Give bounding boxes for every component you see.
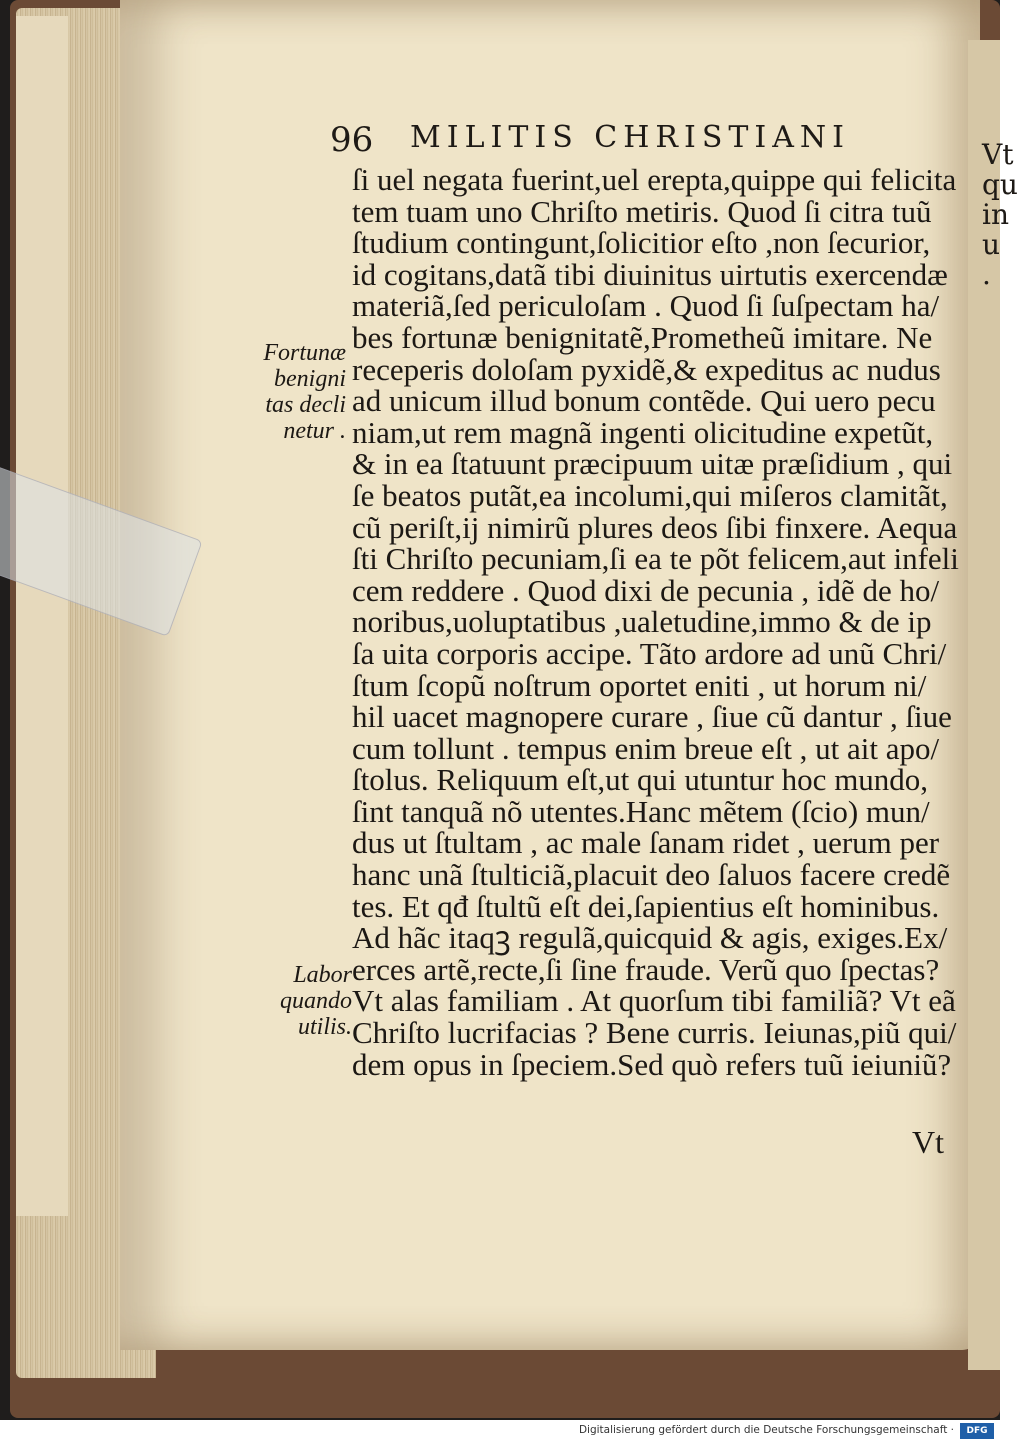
text-line: ſi uel negata fuerint,uel erepta,quippe qui felicita <box>352 162 957 197</box>
facing-line: . <box>982 258 991 291</box>
text-line: ſtum ſcopũ noſtrum oportet eniti , ut horum ni/ <box>352 667 927 703</box>
text-line: ſe beatos putãt,ea incolumi,qui miſeros clamitãt, <box>352 477 948 513</box>
text-line: cũ periſt,ij nimirũ plures deos ſibi finxere. Aequa <box>352 509 958 545</box>
text-line: ſti Chriſto pecuniam,ſi ea te põt felicem,aut infeli <box>352 541 959 577</box>
text-line: Vt alas familiam . At quorſum tibi familiã? Vt eã <box>352 983 956 1019</box>
text-line: niam,ut rem magnã ingenti olicitudine expetũt, <box>352 414 934 450</box>
marginal-line: quando <box>280 988 352 1014</box>
text-line: ſtudium contingunt,ſolicitior eſto ,non ſecurior, <box>352 225 931 261</box>
text-line: bes fortunæ benignitatẽ,Prometheũ imitare. Ne <box>352 319 933 355</box>
marginal-note-labor <box>242 962 352 1040</box>
text-line: erces artẽ,recte,ſi ſine fraude. Verũ quo ſpectas? <box>352 951 940 987</box>
marginal-line: utilis. <box>297 1014 352 1040</box>
footer-bar <box>0 1420 1000 1442</box>
flyleaf <box>16 16 68 1216</box>
dfg-logo-icon: DFG <box>960 1423 994 1439</box>
text-line: tem tuam uno Chriſto metiris. Quod ſi citra tuũ <box>352 193 932 229</box>
running-head <box>330 120 950 160</box>
text-line: dus ut ſtultam , ac male ſanam ridet , uerum per <box>352 825 940 861</box>
text-line: Chriſto lucrifacias ? Bene curris. Ieiunas,piũ qui/ <box>352 1015 957 1051</box>
facing-line: Vt <box>982 138 1014 171</box>
text-line: materiã,ſed periculoſam . Quod ſi ſuſpectam ha/ <box>352 288 940 324</box>
page-number: 96 <box>330 120 374 160</box>
text-line: Ad hãc itaqꝫ regulã,quicquid & agis, exiges.Ex/ <box>352 920 948 956</box>
marginal-note-fortunae <box>226 340 346 444</box>
text-line: ſint tanquã nõ utentes.Hanc mẽtem (ſcio) mun/ <box>352 793 930 829</box>
body-text <box>352 162 959 1082</box>
facing-line: u <box>982 228 1001 261</box>
text-line: ſa uita corporis accipe. Tãto ardore ad unũ Chri/ <box>352 635 947 671</box>
text-line: hanc unã ſtulticiã,placuit deo ſaluos facere credẽ <box>352 857 951 893</box>
text-line: cum tollunt . tempus enim breue eſt , ut ait apo/ <box>352 730 940 766</box>
marginal-line: tas decli <box>265 392 346 418</box>
text-line: dem opus in ſpeciem.Sed quò refers tuũ ieiuniũ? <box>352 1046 952 1082</box>
text-line: & in ea ſtatuunt præcipuum uitæ præſidium , qui <box>352 446 953 482</box>
text-line: tes. Et qđ ſtultũ eſt dei,ſapientius eſt hominibus. <box>352 888 940 924</box>
text-line: cem reddere . Quod dixi de pecunia , idẽ de ho/ <box>352 572 940 608</box>
facing-line: in <box>982 198 1009 231</box>
text-line: receperis doloſam pyxidẽ,& expeditus ac nudus <box>352 351 941 387</box>
facing-line: qu <box>982 168 1018 201</box>
marginal-line: netur . <box>283 418 346 444</box>
text-line: ad unicum illud bonum contẽde. Qui uero pecu <box>352 383 936 419</box>
text-line: hil uacet magnopere curare , ſiue cũ dantur , ſiue <box>352 699 952 735</box>
marginal-line: benigni <box>274 366 346 392</box>
text-line: id cogitans,datã tibi diuinitus uirtutis exercendæ <box>352 256 948 292</box>
text-line: noribus,uoluptatibus ,ualetudine,immo & de ip <box>352 604 932 640</box>
marginal-line: Fortunæ <box>263 340 346 366</box>
marginal-line: Labor <box>293 962 352 988</box>
facing-page-text <box>982 138 1018 291</box>
catchword: Vt <box>912 1124 944 1160</box>
running-title: MILITIS CHRISTIANI <box>410 120 851 155</box>
text-line: ſtolus. Reliquum eſt,ut qui utuntur hoc mundo, <box>352 762 929 798</box>
funding-credit: Digitalisierung gefördert durch die Deutsche Forschungsgemeinschaft · <box>578 1424 954 1436</box>
